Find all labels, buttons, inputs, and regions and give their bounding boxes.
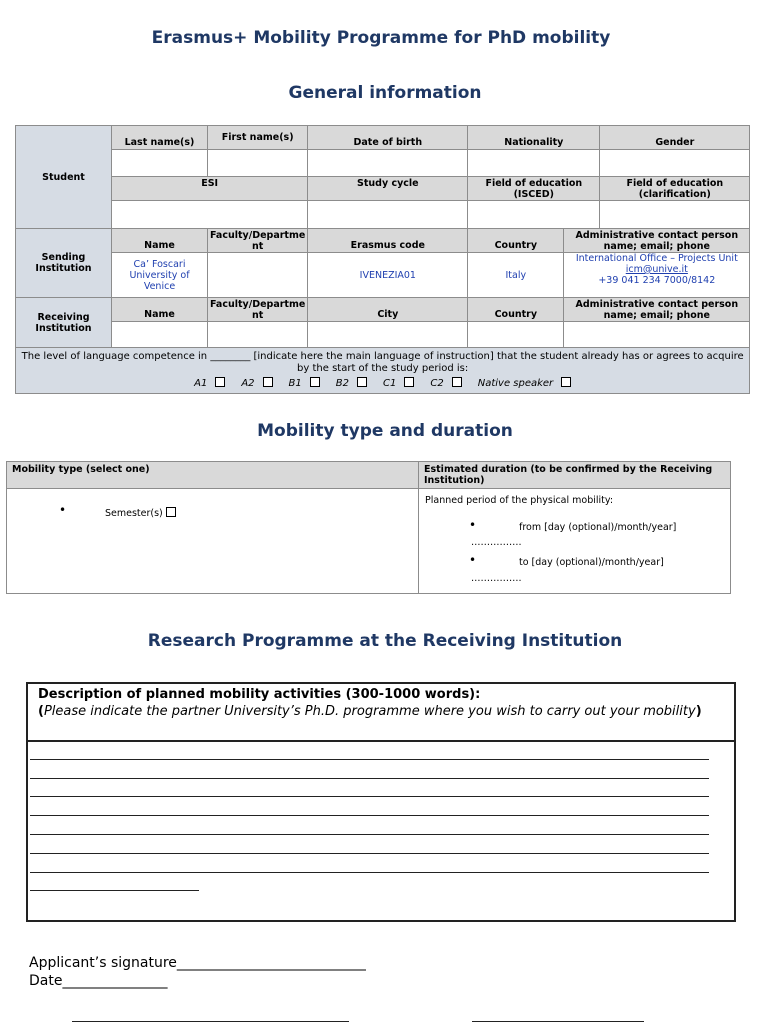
bullet-icon: •	[469, 518, 477, 532]
contact-office: International Office – Projects Unit	[575, 253, 738, 264]
writing-line[interactable]	[30, 759, 709, 760]
language-competence-row	[16, 348, 750, 394]
language-level-option[interactable]	[285, 378, 324, 389]
language-level-options	[20, 377, 745, 390]
language-level-checkbox[interactable]	[452, 377, 462, 387]
last-name-field[interactable]	[112, 150, 208, 177]
language-level-option[interactable]	[474, 378, 575, 389]
section-heading-general: General information	[288, 83, 482, 103]
sending-faculty-field[interactable]	[208, 253, 308, 298]
header-sending-country: Country	[468, 229, 564, 253]
header-date-of-birth: Date of birth	[308, 126, 468, 150]
gender-field[interactable]	[600, 150, 750, 177]
writing-line[interactable]	[30, 778, 709, 779]
signature-line	[472, 1021, 644, 1022]
section-heading-mobility: Mobility type and duration	[257, 421, 513, 441]
date-line[interactable]: Date_______________	[29, 973, 168, 989]
header-last-name: Last name(s)	[112, 126, 208, 150]
bullet-icon: •	[469, 553, 477, 567]
header-first-name: First name(s)	[208, 126, 308, 150]
research-description-box	[26, 682, 736, 922]
bullet-icon: •	[59, 503, 67, 517]
sending-contact-value	[564, 253, 750, 298]
document-title: Erasmus+ Mobility Programme for PhD mobility	[151, 28, 611, 48]
receiving-institution-label: Receiving Institution	[16, 298, 112, 348]
field-clarification-field[interactable]	[600, 201, 750, 229]
esi-field[interactable]	[112, 201, 308, 229]
research-description-instruction: (Please indicate the partner University’s Ph.D. programme where you wish to carry out your mobility)	[38, 704, 702, 719]
sending-name-value: Ca’ Foscari University of Venice	[112, 253, 208, 298]
language-level-checkbox[interactable]	[404, 377, 414, 387]
date-of-birth-field[interactable]	[308, 150, 468, 177]
header-nationality: Nationality	[468, 126, 600, 150]
study-cycle-field[interactable]	[308, 201, 468, 229]
header-receiving-country: Country	[468, 298, 564, 322]
header-sending-contact: Administrative contact person name; email; phone	[564, 229, 750, 253]
writing-line[interactable]	[30, 872, 709, 873]
receiving-faculty-field[interactable]	[208, 322, 308, 348]
language-level-option[interactable]	[379, 378, 418, 389]
contact-phone: +39 041 234 7000/8142	[598, 275, 716, 286]
language-competence-text: The level of language competence in ________ [indicate here the main language of instruction] that the student already has or agrees to acquire by the start of the study period is:	[21, 351, 744, 374]
header-field-isced: Field of education (ISCED)	[468, 177, 600, 201]
sending-institution-label: Sending Institution	[16, 229, 112, 298]
header-sending-faculty: Faculty/Departme nt	[208, 229, 308, 253]
language-level-option[interactable]	[237, 378, 276, 389]
receiving-city-field[interactable]	[308, 322, 468, 348]
language-level-label: Native speaker	[477, 378, 554, 389]
receiving-name-field[interactable]	[112, 322, 208, 348]
header-receiving-contact: Administrative contact person name; email; phone	[564, 298, 750, 322]
writing-line[interactable]	[30, 890, 199, 891]
first-name-field[interactable]	[208, 150, 308, 177]
research-description-title: Description of planned mobility activities (300-1000 words):	[38, 687, 481, 702]
header-estimated-duration: Estimated duration (to be confirmed by the Receiving Institution)	[419, 462, 731, 489]
language-level-label: B2	[335, 378, 349, 389]
writing-line[interactable]	[30, 853, 709, 854]
language-level-option[interactable]	[332, 378, 371, 389]
header-gender: Gender	[600, 126, 750, 150]
sending-country-value: Italy	[468, 253, 564, 298]
semester-checkbox[interactable]	[166, 507, 176, 517]
header-study-cycle: Study cycle	[308, 177, 468, 201]
planned-period-label: Planned period of the physical mobility:	[425, 495, 614, 506]
header-receiving-city: City	[308, 298, 468, 322]
language-level-label: C2	[430, 378, 444, 389]
header-receiving-name: Name	[112, 298, 208, 322]
header-field-clarification: Field of education (clarification)	[600, 177, 750, 201]
signature-line	[72, 1021, 349, 1022]
section-heading-research: Research Programme at the Receiving Institution	[147, 631, 623, 651]
header-erasmus-code: Erasmus code	[308, 229, 468, 253]
language-level-label: A1	[194, 378, 208, 389]
student-label: Student	[16, 126, 112, 229]
from-date-field[interactable]: …………….	[471, 537, 522, 548]
applicant-signature-line[interactable]: Applicant’s signature___________________________	[29, 955, 366, 971]
sending-erasmus-code-value: IVENEZIA01	[308, 253, 468, 298]
language-level-option[interactable]	[190, 378, 229, 389]
writing-line[interactable]	[30, 796, 709, 797]
to-date-label: to [day (optional)/month/year]	[519, 557, 664, 568]
general-info-table	[15, 125, 750, 394]
mobility-table	[6, 461, 731, 594]
duration-cell	[419, 489, 731, 594]
language-level-option[interactable]	[426, 378, 465, 389]
language-level-checkbox[interactable]	[263, 377, 273, 387]
receiving-country-field[interactable]	[468, 322, 564, 348]
contact-email-link[interactable]: icm@unive.it	[625, 264, 688, 275]
research-description-header	[28, 684, 734, 742]
language-level-label: C1	[383, 378, 397, 389]
nationality-field[interactable]	[468, 150, 600, 177]
header-sending-name: Name	[112, 229, 208, 253]
from-date-label: from [day (optional)/month/year]	[519, 522, 677, 533]
language-level-checkbox[interactable]	[310, 377, 320, 387]
writing-line[interactable]	[30, 815, 709, 816]
field-isced-field[interactable]	[468, 201, 600, 229]
language-level-checkbox[interactable]	[215, 377, 225, 387]
header-esi: ESI	[112, 177, 308, 201]
semester-label: Semester(s)	[105, 508, 163, 519]
semester-option[interactable]	[105, 507, 176, 519]
language-level-label: A2	[241, 378, 255, 389]
header-receiving-faculty: Faculty/Departme nt	[208, 298, 308, 322]
to-date-field[interactable]: …………….	[471, 573, 522, 584]
language-level-checkbox[interactable]	[357, 377, 367, 387]
language-level-checkbox[interactable]	[561, 377, 571, 387]
header-mobility-type: Mobility type (select one)	[7, 462, 419, 489]
mobility-type-cell	[7, 489, 419, 594]
language-level-label: B1	[288, 378, 302, 389]
receiving-contact-field[interactable]	[564, 322, 750, 348]
writing-line[interactable]	[30, 834, 709, 835]
